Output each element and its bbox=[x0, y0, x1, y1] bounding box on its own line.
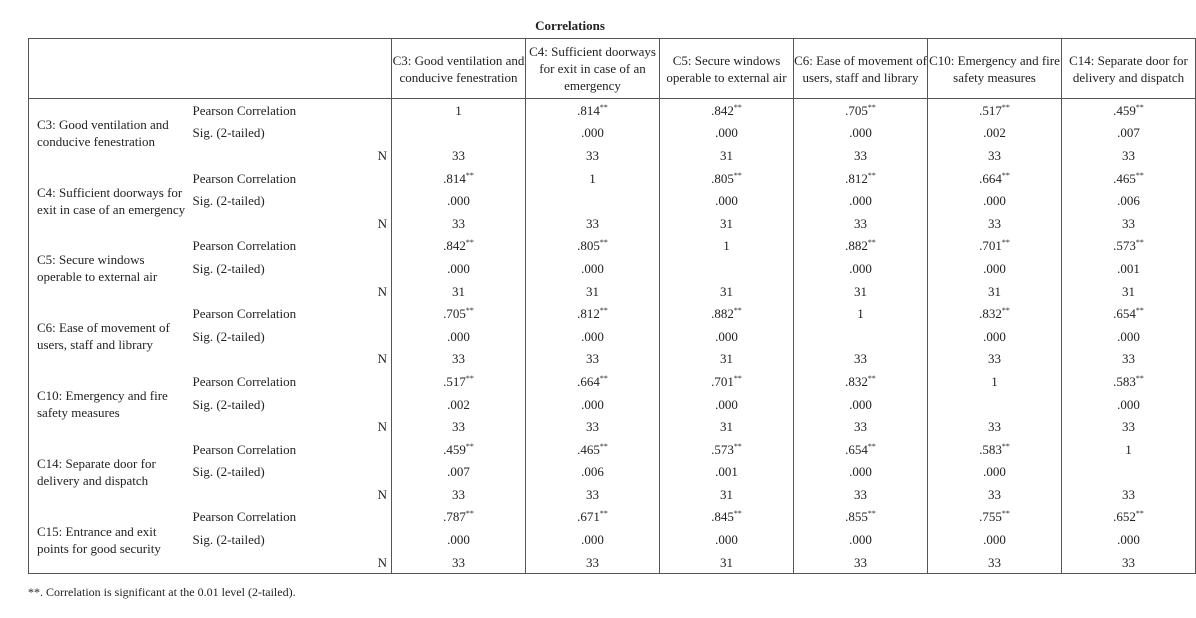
n-value: 33 bbox=[794, 212, 928, 235]
pearson-value-cell bbox=[392, 302, 526, 325]
n-value: 31 bbox=[660, 348, 794, 371]
sig-value: .000 bbox=[794, 257, 928, 280]
table-row bbox=[29, 302, 1196, 325]
sig-value: .000 bbox=[526, 528, 660, 551]
sig-value: .000 bbox=[526, 122, 660, 145]
sig-value: .002 bbox=[928, 122, 1062, 145]
table-body bbox=[29, 99, 1196, 574]
table-row bbox=[29, 325, 1196, 348]
pearson-value-cell bbox=[526, 370, 660, 393]
pearson-value: .832 bbox=[845, 373, 868, 389]
n-value: 31 bbox=[794, 280, 928, 303]
n-value: 31 bbox=[1062, 280, 1196, 303]
sig-value: .001 bbox=[660, 461, 794, 484]
sig-value: .000 bbox=[794, 189, 928, 212]
stat-label: N bbox=[377, 486, 387, 502]
pearson-value: .654 bbox=[1113, 306, 1136, 322]
significance-marker: ** bbox=[465, 441, 474, 451]
significance-marker: ** bbox=[599, 373, 608, 383]
pearson-value-cell bbox=[928, 506, 1062, 529]
significance-marker: ** bbox=[1001, 306, 1010, 316]
sig-value: .000 bbox=[392, 257, 526, 280]
sig-value bbox=[794, 325, 928, 348]
stat-label: N bbox=[377, 147, 387, 163]
n-value: 33 bbox=[392, 483, 526, 506]
pearson-value: .812 bbox=[577, 306, 600, 322]
sig-value: .000 bbox=[794, 393, 928, 416]
pearson-value: .814 bbox=[577, 102, 600, 118]
stat-label: Pearson Correlation bbox=[192, 441, 297, 457]
significance-marker: ** bbox=[1001, 102, 1010, 112]
footnote: **. Correlation is significant at the 0.01 level (2-tailed). bbox=[28, 585, 296, 599]
n-value: 33 bbox=[392, 212, 526, 235]
pearson-value-cell bbox=[392, 235, 526, 258]
table-row bbox=[29, 212, 1196, 235]
pearson-value: .573 bbox=[1113, 238, 1136, 254]
pearson-value-cell bbox=[1062, 438, 1196, 461]
pearson-value-cell bbox=[928, 235, 1062, 258]
table-row bbox=[29, 393, 1196, 416]
sig-value bbox=[526, 189, 660, 212]
significance-marker: ** bbox=[599, 306, 608, 316]
pearson-value-cell bbox=[392, 370, 526, 393]
pearson-value: .459 bbox=[1113, 102, 1136, 118]
pearson-value: .583 bbox=[1113, 373, 1136, 389]
significance-marker: ** bbox=[599, 441, 608, 451]
pearson-value-cell bbox=[660, 302, 794, 325]
significance-marker: ** bbox=[465, 373, 474, 383]
significance-marker: ** bbox=[1001, 170, 1010, 180]
pearson-value: .842 bbox=[443, 238, 466, 254]
n-value: 33 bbox=[392, 551, 526, 574]
n-value: 33 bbox=[794, 144, 928, 167]
significance-marker: ** bbox=[867, 238, 876, 248]
pearson-value-cell bbox=[526, 506, 660, 529]
sig-value: .000 bbox=[928, 461, 1062, 484]
n-value: 31 bbox=[392, 280, 526, 303]
n-value: 33 bbox=[928, 551, 1062, 574]
n-value: 33 bbox=[526, 144, 660, 167]
n-value: 33 bbox=[1062, 415, 1196, 438]
pearson-value-cell bbox=[660, 370, 794, 393]
sig-value bbox=[928, 393, 1062, 416]
pearson-value-cell bbox=[794, 506, 928, 529]
table-row bbox=[29, 506, 1196, 529]
pearson-value-cell bbox=[660, 438, 794, 461]
sig-value bbox=[660, 257, 794, 280]
n-value: 33 bbox=[392, 415, 526, 438]
sig-value: .000 bbox=[794, 528, 928, 551]
significance-marker: ** bbox=[1135, 373, 1144, 383]
n-value: 33 bbox=[928, 212, 1062, 235]
stat-label: Sig. (2-tailed) bbox=[192, 464, 265, 480]
table-row bbox=[29, 415, 1196, 438]
pearson-value-cell bbox=[526, 235, 660, 258]
table-row bbox=[29, 551, 1196, 574]
table-row bbox=[29, 122, 1196, 145]
stat-label: Pearson Correlation bbox=[192, 306, 297, 322]
n-value: 33 bbox=[928, 348, 1062, 371]
pearson-value-cell bbox=[392, 99, 526, 122]
row-variable-label: C6: Ease of movement of users, staff and library bbox=[37, 320, 170, 353]
column-header: C14: Separate door for delivery and dispatch bbox=[1062, 39, 1196, 99]
pearson-value-cell bbox=[928, 167, 1062, 190]
pearson-value: .664 bbox=[577, 373, 600, 389]
pearson-value: .705 bbox=[845, 102, 868, 118]
table-row bbox=[29, 461, 1196, 484]
sig-value: .007 bbox=[392, 461, 526, 484]
pearson-value-cell bbox=[526, 438, 660, 461]
sig-value: .006 bbox=[1062, 189, 1196, 212]
pearson-value: .882 bbox=[845, 238, 868, 254]
n-value: 33 bbox=[392, 348, 526, 371]
pearson-value-cell bbox=[794, 235, 928, 258]
pearson-value: .855 bbox=[845, 509, 868, 525]
stat-label: Sig. (2-tailed) bbox=[192, 532, 265, 548]
sig-value: .006 bbox=[526, 461, 660, 484]
significance-marker: ** bbox=[1001, 238, 1010, 248]
pearson-value: 1 bbox=[589, 170, 596, 186]
pearson-value-cell bbox=[392, 167, 526, 190]
pearson-value: 1 bbox=[1125, 441, 1132, 457]
table-row bbox=[29, 280, 1196, 303]
significance-marker: ** bbox=[1135, 170, 1144, 180]
significance-marker: ** bbox=[1135, 509, 1144, 519]
n-value: 31 bbox=[660, 415, 794, 438]
n-value: 33 bbox=[1062, 348, 1196, 371]
n-value: 33 bbox=[928, 415, 1062, 438]
stat-label: Sig. (2-tailed) bbox=[192, 125, 265, 141]
n-value: 31 bbox=[660, 483, 794, 506]
pearson-value: .787 bbox=[443, 509, 466, 525]
table-row bbox=[29, 144, 1196, 167]
significance-marker: ** bbox=[599, 238, 608, 248]
pearson-value: .842 bbox=[711, 102, 734, 118]
pearson-value-cell bbox=[392, 438, 526, 461]
column-header: C3: Good ventilation and conducive fenestration bbox=[392, 39, 526, 99]
n-value: 33 bbox=[794, 483, 928, 506]
table-row bbox=[29, 528, 1196, 551]
significance-marker: ** bbox=[465, 306, 474, 316]
pearson-value-cell bbox=[928, 302, 1062, 325]
table-title: Correlations bbox=[535, 18, 605, 33]
n-value: 31 bbox=[928, 280, 1062, 303]
n-value: 33 bbox=[526, 415, 660, 438]
sig-value: .000 bbox=[794, 122, 928, 145]
table-row bbox=[29, 438, 1196, 461]
significance-marker: ** bbox=[465, 238, 474, 248]
stat-label: Sig. (2-tailed) bbox=[192, 328, 265, 344]
sig-value: .000 bbox=[660, 325, 794, 348]
table-row bbox=[29, 99, 1196, 122]
table-row bbox=[29, 235, 1196, 258]
pearson-value-cell bbox=[392, 506, 526, 529]
pearson-value: .814 bbox=[443, 170, 466, 186]
pearson-value: .459 bbox=[443, 441, 466, 457]
pearson-value-cell bbox=[660, 99, 794, 122]
n-value: 33 bbox=[392, 144, 526, 167]
pearson-value-cell bbox=[928, 370, 1062, 393]
significance-marker: ** bbox=[733, 170, 742, 180]
sig-value: .000 bbox=[660, 393, 794, 416]
stat-label: N bbox=[377, 283, 387, 299]
stat-label: N bbox=[377, 554, 387, 570]
stat-label: Sig. (2-tailed) bbox=[192, 193, 265, 209]
sig-value: .000 bbox=[392, 189, 526, 212]
pearson-value: .573 bbox=[711, 441, 734, 457]
pearson-value: .805 bbox=[711, 170, 734, 186]
sig-value: .000 bbox=[526, 393, 660, 416]
n-value: 31 bbox=[660, 280, 794, 303]
significance-marker: ** bbox=[1135, 102, 1144, 112]
table-row bbox=[29, 257, 1196, 280]
pearson-value-cell bbox=[794, 302, 928, 325]
pearson-value: .701 bbox=[979, 238, 1002, 254]
pearson-value: 1 bbox=[723, 238, 730, 254]
table-row bbox=[29, 483, 1196, 506]
stat-label: N bbox=[377, 215, 387, 231]
column-header: C4: Sufficient doorways for exit in case of an emergency bbox=[526, 39, 660, 99]
stat-label: Pearson Correlation bbox=[192, 170, 297, 186]
pearson-value-cell bbox=[794, 370, 928, 393]
column-header: C6: Ease of movement of users, staff and library bbox=[794, 39, 928, 99]
sig-value: .000 bbox=[928, 257, 1062, 280]
significance-marker: ** bbox=[1001, 509, 1010, 519]
pearson-value-cell bbox=[1062, 235, 1196, 258]
significance-marker: ** bbox=[733, 306, 742, 316]
n-value: 33 bbox=[794, 551, 928, 574]
n-value: 33 bbox=[526, 483, 660, 506]
sig-value: .000 bbox=[928, 325, 1062, 348]
significance-marker: ** bbox=[733, 373, 742, 383]
row-variable-label: C14: Separate door for delivery and dispatch bbox=[37, 455, 156, 488]
pearson-value: .705 bbox=[443, 306, 466, 322]
column-header: C10: Emergency and fire safety measures bbox=[928, 39, 1062, 99]
significance-marker: ** bbox=[465, 509, 474, 519]
pearson-value-cell bbox=[794, 167, 928, 190]
n-value: 33 bbox=[526, 551, 660, 574]
row-variable-label: C10: Emergency and fire safety measures bbox=[37, 388, 168, 421]
sig-value: .001 bbox=[1062, 257, 1196, 280]
pearson-value: .832 bbox=[979, 306, 1002, 322]
table-row bbox=[29, 348, 1196, 371]
significance-marker: ** bbox=[465, 170, 474, 180]
significance-marker: ** bbox=[1001, 441, 1010, 451]
sig-value bbox=[392, 122, 526, 145]
n-value: 33 bbox=[928, 144, 1062, 167]
stat-label: Pearson Correlation bbox=[192, 373, 297, 389]
pearson-value: .652 bbox=[1113, 509, 1136, 525]
pearson-value: .517 bbox=[443, 373, 466, 389]
pearson-value: .465 bbox=[577, 441, 600, 457]
pearson-value-cell bbox=[1062, 167, 1196, 190]
n-value: 33 bbox=[526, 348, 660, 371]
pearson-value-cell bbox=[1062, 99, 1196, 122]
n-value: 31 bbox=[660, 144, 794, 167]
table-row bbox=[29, 370, 1196, 393]
sig-value: .000 bbox=[1062, 325, 1196, 348]
n-value: 31 bbox=[526, 280, 660, 303]
row-variable-label: C15: Entrance and exit points for good security bbox=[37, 523, 161, 556]
significance-marker: ** bbox=[867, 102, 876, 112]
sig-value: .000 bbox=[526, 325, 660, 348]
n-value: 33 bbox=[928, 483, 1062, 506]
significance-marker: ** bbox=[867, 509, 876, 519]
pearson-value: 1 bbox=[857, 306, 864, 322]
n-value: 33 bbox=[794, 415, 928, 438]
n-value: 31 bbox=[660, 212, 794, 235]
significance-marker: ** bbox=[599, 102, 608, 112]
row-variable-label: C5: Secure windows operable to external air bbox=[37, 252, 158, 285]
pearson-value-cell bbox=[526, 99, 660, 122]
pearson-value: .664 bbox=[979, 170, 1002, 186]
pearson-value: .583 bbox=[979, 441, 1002, 457]
significance-marker: ** bbox=[733, 441, 742, 451]
pearson-value-cell bbox=[660, 235, 794, 258]
n-value: 33 bbox=[1062, 551, 1196, 574]
pearson-value: 1 bbox=[991, 373, 998, 389]
n-value: 31 bbox=[660, 551, 794, 574]
pearson-value: .882 bbox=[711, 306, 734, 322]
pearson-value: .845 bbox=[711, 509, 734, 525]
row-variable-label: C4: Sufficient doorways for exit in case of an emergency bbox=[37, 184, 186, 217]
significance-marker: ** bbox=[733, 509, 742, 519]
pearson-value-cell bbox=[660, 167, 794, 190]
stat-label: Pearson Correlation bbox=[192, 509, 297, 525]
pearson-value: .465 bbox=[1113, 170, 1136, 186]
significance-marker: ** bbox=[1135, 306, 1144, 316]
sig-value: .000 bbox=[392, 528, 526, 551]
pearson-value-cell bbox=[928, 438, 1062, 461]
stat-label: N bbox=[377, 351, 387, 367]
pearson-value: .701 bbox=[711, 373, 734, 389]
sig-value: .007 bbox=[1062, 122, 1196, 145]
stat-label: Sig. (2-tailed) bbox=[192, 396, 265, 412]
sig-value: .002 bbox=[392, 393, 526, 416]
sig-value: .000 bbox=[928, 189, 1062, 212]
sig-value: .000 bbox=[660, 528, 794, 551]
pearson-value: .805 bbox=[577, 238, 600, 254]
pearson-value-cell bbox=[1062, 370, 1196, 393]
sig-value: .000 bbox=[794, 461, 928, 484]
significance-marker: ** bbox=[867, 170, 876, 180]
table-row bbox=[29, 189, 1196, 212]
stat-label: N bbox=[377, 419, 387, 435]
n-value: 33 bbox=[1062, 144, 1196, 167]
pearson-value-cell bbox=[1062, 302, 1196, 325]
n-value: 33 bbox=[1062, 483, 1196, 506]
sig-value: .000 bbox=[660, 189, 794, 212]
sig-value bbox=[1062, 461, 1196, 484]
significance-marker: ** bbox=[867, 441, 876, 451]
n-value: 33 bbox=[526, 212, 660, 235]
pearson-value: 1 bbox=[455, 102, 462, 118]
table-row bbox=[29, 167, 1196, 190]
significance-marker: ** bbox=[867, 373, 876, 383]
sig-value: .000 bbox=[660, 122, 794, 145]
stat-label: Pearson Correlation bbox=[192, 238, 297, 254]
sig-value: .000 bbox=[1062, 393, 1196, 416]
pearson-value: .671 bbox=[577, 509, 600, 525]
n-value: 33 bbox=[1062, 212, 1196, 235]
header-corner bbox=[29, 39, 392, 99]
stat-label: Sig. (2-tailed) bbox=[192, 260, 265, 276]
pearson-value: .812 bbox=[845, 170, 868, 186]
pearson-value-cell bbox=[794, 99, 928, 122]
pearson-value-cell bbox=[660, 506, 794, 529]
pearson-value: .654 bbox=[845, 441, 868, 457]
n-value: 33 bbox=[794, 348, 928, 371]
pearson-value-cell bbox=[794, 438, 928, 461]
sig-value: .000 bbox=[1062, 528, 1196, 551]
significance-marker: ** bbox=[1135, 238, 1144, 248]
stat-label: Pearson Correlation bbox=[192, 102, 297, 118]
header-row bbox=[29, 39, 1196, 99]
column-header: C5: Secure windows operable to external air bbox=[660, 39, 794, 99]
significance-marker: ** bbox=[599, 509, 608, 519]
pearson-value: .517 bbox=[979, 102, 1002, 118]
pearson-value: .755 bbox=[979, 509, 1002, 525]
sig-value: .000 bbox=[526, 257, 660, 280]
sig-value: .000 bbox=[928, 528, 1062, 551]
pearson-value-cell bbox=[928, 99, 1062, 122]
pearson-value-cell bbox=[1062, 506, 1196, 529]
pearson-value-cell bbox=[526, 302, 660, 325]
significance-marker: ** bbox=[733, 102, 742, 112]
pearson-value-cell bbox=[526, 167, 660, 190]
row-variable-label: C3: Good ventilation and conducive fenestration bbox=[37, 116, 169, 149]
sig-value: .000 bbox=[392, 325, 526, 348]
correlations-table bbox=[28, 38, 1196, 574]
